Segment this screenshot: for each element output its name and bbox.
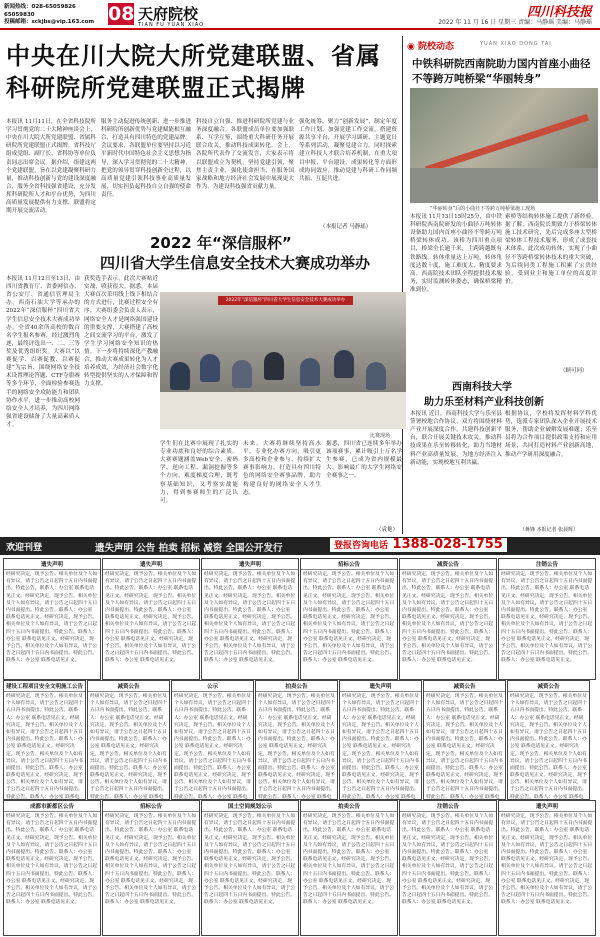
lead-headline-line2: 科研院所党建联盟正式揭牌	[6, 74, 306, 103]
hotline-text: 新闻热线：028-65059826 65059830	[4, 4, 76, 18]
classified-ad-body: 经研究决定，现予公告。相关单位及个人如有异议，请于公告之日起四十五日内书面提出。特此公告。联系人：办公室 联系电话见正文。经研究决定，现予公告。相关单位及个人如有异议，请于公告之日起四十五日内书面提出。特此公告。联系人：办公室 联系电话见正文。经研究决定，现予公告。相关单位及个人如有异议，请于公告之日起四十五日内书面提出。特此公告。联系人：办公室 联系电话见正文。经研究决定，现予公告。相关单位及个人如有异议，请于公告之日起四十五日内书面提出。特此公告。联系人：办公室 联系电话见正文。	[501, 814, 593, 906]
classified-ad-body: 经研究决定，现予公告。相关单位及个人如有异议，请于公告之日起四十五日内书面提出。特此公告。联系人：办公室 联系电话见正文。经研究决定，现予公告。相关单位及个人如有异议，请于公告之日起四十五日内书面提出。特此公告。联系人：办公室 联系电话见正文。经研究决定，现予公告。相关单位及个人如有异议，请于公告之日起四十五日内书面提出。特此公告。联系人：办公室 联系电话见正文。经研究决定，现予公告。相关单位及个人如有异议，请于公告之日起四十五日内书面提出。特此公告。联系人：办公室 联系电话见正文。	[105, 572, 197, 664]
classified-ad-title: 拍卖公告	[256, 681, 337, 692]
contest-body-col3: 学生们在比赛中展现了扎实的专业功底和良好的综合素质。大赛赛题涵盖Web安全、密码学、逆向工程、漏洞挖掘等多个方向，难度梯度合理，既考察基础知识，又考察实战能力，得到参赛师生的广泛认可。	[160, 441, 238, 504]
classified-ad-body: 经研究决定，现予公告。相关单位及个人如有异议，请于公告之日起四十五日内书面提出。特此公告。联系人：办公室 联系电话见正文。经研究决定，现予公告。相关单位及个人如有异议，请于公告之日起四十五日内书面提出。特此公告。联系人：办公室 联系电话见正文。经研究决定，现予公告。相关单位及个人如有异议，请于公告之日起四十五日内书面提出。特此公告。联系人：办公室 联系电话见正文。经研究决定，现予公告。相关单位及个人如有异议，请于公告之日起四十五日内书面提出。特此公告。联系人：办公室 联系电话见正文。	[501, 572, 593, 664]
bridge-photo-caption: “华丽转身”后的小曲径不等跨万吨桥梁施工现场	[430, 206, 536, 212]
classified-ad-body: 经研究决定，现予公告。相关单位及个人如有异议，请于公告之日起四十五日内书面提出。特此公告。联系人：办公室 联系电话见正文。经研究决定，现予公告。相关单位及个人如有异议，请于公告之日起四十五日内书面提出。特此公告。联系人：办公室 联系电话见正文。经研究决定，现予公告。相关单位及个人如有异议，请于公告之日起四十五日内书面提出。特此公告。联系人：办公室 联系电话见正文。经研究决定，现予公告。相关单位及个人如有异议，请于公告之日起四十五日内书面提出。特此公告。联系人：办公室 联系电话见正文。	[204, 572, 296, 664]
classified-ad	[498, 558, 596, 680]
classified-ad	[255, 680, 338, 800]
lead-body-col4: 强化统筹、聚力“创新发展”，制定年度工作计划，加强党建工作交流，搭建资源共享平台，开展学习调研、主题党日等系列活动，凝聚党建合力。同时探索建立科技人才联合培养机制，在重大项目申报、平台建设、成果转化等方面形成协同效应，推动党建与科研工作同频共振、互促共进。	[299, 119, 397, 182]
lead-headline	[6, 40, 391, 104]
person-figure	[366, 362, 386, 390]
classified-ad-body: 经研究决定，现予公告。相关单位及个人如有异议，请于公告之日起四十五日内书面提出。特此公告。联系人：办公室 联系电话见正文。经研究决定，现予公告。相关单位及个人如有异议，请于公告之日起四十五日内书面提出。特此公告。联系人：办公室 联系电话见正文。经研究决定，现予公告。相关单位及个人如有异议，请于公告之日起四十五日内书面提出。特此公告。联系人：办公室 联系电话见正文。经研究决定，现予公告。相关单位及个人如有异议，请于公告之日起四十五日内书面提出。特此公告。联系人：办公室 联系电话见正文。	[402, 814, 494, 906]
west-body-col1: 本报讯 近日，西南科技大学与乐至县签署校地合作协议，双方将围绕材料产业开展深度合作，共建科技创新平台，联合开展关键技术攻关，推动科技成果在乐至转移转化，助力当地材料产业高质量发展，为地方经济注入新动能，实现校地互利共赢。	[410, 411, 502, 466]
newspaper-logo: 四川科技报	[526, 5, 592, 20]
classified-ad	[3, 680, 86, 800]
section-pinyin: TIAN FU YUAN XIAO	[138, 22, 205, 28]
contest-body-col1: 本报讯 11月12日至13日，由四川省教育厅、省委网信办、省公安厅、省通信管理局主办，西南石油大学等承办的2022年“深信服杯”四川省大学生信息安全技术大赛成功举办。全省40余所高校的数百名学生报名参赛，经过激烈角逐，最终评选出一、二、三等奖及优秀组织奖。大赛以“以赛促学、以赛促教、以赛促建”为宗旨，围绕网络安全技术设置理论答题、CTF夺旗赛等多个环节，全面检验参赛选手的网络安全攻防能力和团队协作水平，进一步推动高校网络安全人才培养，为四川网络强省建设储备了大量高素质人才。	[6, 276, 80, 428]
pin-icon: ◉	[407, 42, 415, 52]
column-tag-pinyin: YUAN XIAO DONG TAI	[480, 41, 552, 47]
person-figure	[200, 354, 220, 382]
lead-byline: （本报记者 马静瑶）	[320, 224, 372, 230]
classified-ad	[507, 680, 590, 800]
classified-ad-title: 减资公告	[400, 559, 496, 570]
ads-label: 欢迎刊登	[6, 543, 43, 553]
contest-headline-line1: 2022 年“深信服杯”	[150, 234, 292, 252]
classified-ad-title: 建设工程项目安全文明施工公告	[4, 681, 85, 692]
classified-ad	[399, 800, 497, 936]
desk-row	[160, 392, 406, 429]
classified-ad	[87, 680, 170, 800]
contest-body-col4: 未来，大赛将继续坚持高水平、专业化办赛方向，吸引更多高校和企业参与，持续扩大赛事影响力，打造具有四川特色的网络安全赛事品牌，助力构建良好的网络安全人才生态。	[243, 441, 321, 496]
classified-ad-title: 成都市新都区公告	[4, 801, 100, 812]
right-story-col1: 本报讯 11月13日15时25分，由中铁科研院西南院研发的小曲径万吨转体设备助力国内首座小曲径不等跨万吨桥梁转体成功。该桥为四川重点项目，桥梁全长逾千米，主跨跨越既有铁路线。转体重量达上万吨，转体角度达数十度，施工难度大、精度要求高。西南院技术团队全程提供技术服务，实时监测转体姿态，确保桥梁精准到位。	[410, 214, 502, 293]
classified-ad	[339, 680, 422, 800]
classified-ad-title: 公示	[172, 681, 253, 692]
classified-ad-body: 经研究决定，现予公告。相关单位及个人如有异议，请于公告之日起四十五日内书面提出。特此公告。联系人：办公室 联系电话见正文。经研究决定，现予公告。相关单位及个人如有异议，请于公告之日起四十五日内书面提出。特此公告。联系人：办公室 联系电话见正文。经研究决定，现予公告。相关单位及个人如有异议，请于公告之日起四十五日内书面提出。特此公告。联系人：办公室 联系电话见正文。经研究决定，现予公告。相关单位及个人如有异议，请于公告之日起四十五日内书面提出。特此公告。联系人：办公室 联系电话见正文。	[303, 572, 395, 664]
classified-ad-body: 经研究决定，现予公告。相关单位及个人如有异议，请于公告之日起四十五日内书面提出。特此公告。联系人：办公室 联系电话见正文。经研究决定，现予公告。相关单位及个人如有异议，请于公告之日起四十五日内书面提出。特此公告。联系人：办公室 联系电话见正文。经研究决定，现予公告。相关单位及个人如有异议，请于公告之日起四十五日内书面提出。特此公告。联系人：办公室 联系电话见正文。经研究决定，现予公告。相关单位及个人如有异议，请于公告之日起四十五日内书面提出。特此公告。联系人：办公室 联系电	[90, 694, 167, 800]
classified-ad-title: 减资公告	[424, 681, 505, 692]
page-number: 08	[108, 3, 135, 25]
classified-ad-title: 减资公告	[88, 681, 169, 692]
classified-ad-body: 经研究决定，现予公告。相关单位及个人如有异议，请于公告之日起四十五日内书面提出。特此公告。联系人：办公室 联系电话见正文。经研究决定，现予公告。相关单位及个人如有异议，请于公告之日起四十五日内书面提出。特此公告。联系人：办公室 联系电话见正文。经研究决定，现予公告。相关单位及个人如有异议，请于公告之日起四十五日内书面提出。特此公告。联系人：办公室 联系电话见正文。经研究决定，现予公告。相关单位及个人如有异议，请于公告之日起四十五日内书面提出。特此公告。联系人：办公室 联系电话见正文。	[402, 572, 494, 664]
classified-ad	[423, 680, 506, 800]
classified-ad-body: 经研究决定，现予公告。相关单位及个人如有异议，请于公告之日起四十五日内书面提出。特此公告。联系人：办公室 联系电话见正文。经研究决定，现予公告。相关单位及个人如有异议，请于公告之日起四十五日内书面提出。特此公告。联系人：办公室 联系电话见正文。经研究决定，现予公告。相关单位及个人如有异议，请于公告之日起四十五日内书面提出。特此公告。联系人：办公室 联系电话见正文。经研究决定，现予公告。相关单位及个人如有异议，请于公告之日起四十五日内书面提出。特此公告。联系人：办公室 联系电	[174, 694, 251, 800]
classified-ad	[300, 558, 398, 680]
classified-ad-body: 经研究决定，现予公告。相关单位及个人如有异议，请于公告之日起四十五日内书面提出。特此公告。联系人：办公室 联系电话见正文。经研究决定，现予公告。相关单位及个人如有异议，请于公告之日起四十五日内书面提出。特此公告。联系人：办公室 联系电话见正文。经研究决定，现予公告。相关单位及个人如有异议，请于公告之日起四十五日内书面提出。特此公告。联系人：办公室 联系电话见正文。经研究决定，现予公告。相关单位及个人如有异议，请于公告之日起四十五日内书面提出。特此公告。联系人：办公室 联系电话见正文。	[303, 814, 395, 906]
bridge-photo	[410, 88, 598, 203]
contest-banner: 2022年“深信服杯”四川省大学生信息安全技术大赛成功举办	[218, 296, 353, 305]
classified-ad-title: 招标公告	[301, 559, 397, 570]
classified-ad-body: 经研究决定，现予公告。相关单位及个人如有异议，请于公告之日起四十五日内书面提出。特此公告。联系人：办公室 联系电话见正文。经研究决定，现予公告。相关单位及个人如有异议，请于公告之日起四十五日内书面提出。特此公告。联系人：办公室 联系电话见正文。经研究决定，现予公告。相关单位及个人如有异议，请于公告之日起四十五日内书面提出。特此公告。联系人：办公室 联系电话见正文。经研究决定，现予公告。相关单位及个人如有异议，请于公告之日起四十五日内书面提出。特此公告。联系人：办公室 联系电	[426, 694, 503, 800]
contest-headline-line2: 四川省大学生信息安全技术大赛成功举办	[100, 254, 371, 272]
lead-body-col2: 服务主动促进传统创新、进一步推进科研院所创新优势与党建赋能相互融合，打造具有四川特色的党建品牌。会议要求，各联盟单位要坚持以习近平新时代中国特色社会主义思想为指导，深入学习贯彻党的二十大精神，把党的领导贯穿科技创新全过程，以高质量党建引领科技事业高质量发展，切实担负起科技自立自强的使命责任。	[101, 119, 191, 198]
classified-ad-title: 遗失声明	[103, 559, 199, 570]
issue-meta: 2022 年 11 月 16 日 星期三 责编：马静瑶 美编：马静瑶	[438, 19, 592, 26]
ads-categories: 遗失声明 公告 拍卖 招标 减资 全国公开发行	[95, 543, 283, 554]
classified-ad-body: 经研究决定，现予公告。相关单位及个人如有异议，请于公告之日起四十五日内书面提出。特此公告。联系人：办公室 联系电话见正文。经研究决定，现予公告。相关单位及个人如有异议，请于公告之日起四十五日内书面提出。特此公告。联系人：办公室 联系电话见正文。经研究决定，现予公告。相关单位及个人如有异议，请于公告之日起四十五日内书面提出。特此公告。联系人：办公室 联系电话见正文。经研究决定，现予公告。相关单位及个人如有异议，请于公告之日起四十五日内书面提出。特此公告。联系人：办公室 联系电话见正文。	[105, 814, 197, 906]
classified-ad-title: 国土空间规划公示	[202, 801, 298, 812]
west-body-col2: 根据协议，学校将发挥材料学科优势，选派专家团队深入企业开展技术服务，帮助企业破解发展难题；乐至县将为合作项目提供政策支持和应用场景，共同打造材料产业创新高地，推动产学研用深度融合。	[505, 411, 597, 458]
lead-body-col3: 科技自立自强、推进科研院所党建与业务深度融合。各联盟成员单位要加强联系、互学互鉴，围绕重大科研任务开展联合攻关，推动科技成果转化。会上，各院所代表作了交流发言，大家表示将以联盟成立为契机，坚持党建引领，聚焦主责主业，强化使命担当，在服务国家战略和地方经济社会发展中展现更大作为，为建设科技强省贡献力量。	[196, 119, 294, 190]
ads-header-bar	[0, 537, 600, 555]
classified-ad-body: 经研究决定，现予公告。相关单位及个人如有异议，请于公告之日起四十五日内书面提出。特此公告。联系人：办公室 联系电话见正文。经研究决定，现予公告。相关单位及个人如有异议，请于公告之日起四十五日内书面提出。特此公告。联系人：办公室 联系电话见正文。经研究决定，现予公告。相关单位及个人如有异议，请于公告之日起四十五日内书面提出。特此公告。联系人：办公室 联系电话见正文。经研究决定，现予公告。相关单位及个人如有异议，请于公告之日起四十五日内书面提出。特此公告。联系人：办公室 联系电	[342, 694, 419, 800]
contest-photo	[160, 292, 406, 429]
west-headline-line1: 西南科技大学	[452, 382, 512, 393]
west-headline-line2: 助力乐至材料产业科技创新	[424, 397, 544, 408]
lead-body-col1: 本报讯 11月11日，在全省科技院所学习贯彻党的二十大精神座谈会上，中央在川大院大所党建联盟、省属科研院所党建联盟正式揭牌。省科技厅组成党组、副厅长、省科协等单位负责同志出席会议。据介绍，组建这两个党建联盟，旨在以党建凝聚科研力量，推动科技创新与党的建设深度融合，服务全省科技强省建设，充分发挥科研院所人才和平台优势，为四川高质量发展提供有力支撑，联盟将定期开展交流活动。	[6, 119, 96, 215]
classified-ad	[498, 800, 596, 936]
column-divider	[402, 36, 403, 534]
classified-ad-title: 减资公告	[508, 681, 589, 692]
lead-headline-line1: 中央在川大院大所党建联盟、省属	[6, 42, 381, 70]
contest-byline: （袁艳）	[376, 527, 399, 533]
right-story-title: 中铁科研院西南院助力国内首座小曲径不等跨万吨桥梁“华丽转身”	[412, 58, 591, 86]
person-figure	[300, 358, 320, 386]
bridge-beam	[425, 114, 589, 173]
classified-ad	[102, 800, 200, 936]
classified-ad-title: 拍卖公告	[301, 801, 397, 812]
person-figure	[232, 360, 252, 388]
classified-ad-title: 遗失声明	[202, 559, 298, 570]
classified-ad	[201, 800, 299, 936]
classified-ad-body: 经研究决定，现予公告。相关单位及个人如有异议，请于公告之日起四十五日内书面提出。特此公告。联系人：办公室 联系电话见正文。经研究决定，现予公告。相关单位及个人如有异议，请于公告之日起四十五日内书面提出。特此公告。联系人：办公室 联系电话见正文。经研究决定，现予公告。相关单位及个人如有异议，请于公告之日起四十五日内书面提出。特此公告。联系人：办公室 联系电话见正文。经研究决定，现予公告。相关单位及个人如有异议，请于公告之日起四十五日内书面提出。特此公告。联系人：办公室 联系电话见正文。	[6, 572, 98, 664]
classified-ad-body: 经研究决定，现予公告。相关单位及个人如有异议，请于公告之日起四十五日内书面提出。特此公告。联系人：办公室 联系电话见正文。经研究决定，现予公告。相关单位及个人如有异议，请于公告之日起四十五日内书面提出。特此公告。联系人：办公室 联系电话见正文。经研究决定，现予公告。相关单位及个人如有异议，请于公告之日起四十五日内书面提出。特此公告。联系人：办公室 联系电话见正文。经研究决定，现予公告。相关单位及个人如有异议，请于公告之日起四十五日内书面提出。特此公告。联系人：办公室 联系电	[510, 694, 587, 800]
classified-ad-title: 遗失声明	[499, 801, 595, 812]
header-contact	[4, 4, 108, 27]
ads-phone: 登报咨询电话 1388-028-1755	[330, 538, 507, 552]
classified-ad	[201, 558, 299, 680]
contest-body-col5: 据悉，四川省已连续多年举办该项赛事，累计吸引上万名学生参赛，已成为省内规模最大、影响最广的大学生网络安全赛事之一。	[326, 441, 402, 480]
person-figure	[334, 350, 354, 378]
section-title: 天府院校	[138, 5, 199, 23]
right-story-col2: 索桥等结构转体施工提供了新经验。据了解，西南院长期致力于桥梁转体施工技术研究，先后完成多座大型桥梁转体工程技术服务，形成了成套技术体系。此次成功转体，实现了小曲径不等跨桥梁转体技术的重大突破，为后续同类工程施工积累了宝贵经验，受到业主和施工单位的高度评价。	[505, 214, 597, 285]
contest-photo-credit: 比赛现场	[370, 433, 391, 439]
classified-ad-title: 遗失声明	[340, 681, 421, 692]
west-byline: （蒋锋 本报记者 张晨辉）	[520, 527, 579, 533]
classified-ad-body: 经研究决定，现予公告。相关单位及个人如有异议，请于公告之日起四十五日内书面提出。特此公告。联系人：办公室 联系电话见正文。经研究决定，现予公告。相关单位及个人如有异议，请于公告之日起四十五日内书面提出。特此公告。联系人：办公室 联系电话见正文。经研究决定，现予公告。相关单位及个人如有异议，请于公告之日起四十五日内书面提出。特此公告。联系人：办公室 联系电话见正文。经研究决定，现予公告。相关单位及个人如有异议，请于公告之日起四十五日内书面提出。特此公告。联系人：办公室 联系电	[258, 694, 335, 800]
ground-area	[410, 168, 598, 203]
classified-ad-body: 经研究决定，现予公告。相关单位及个人如有异议，请于公告之日起四十五日内书面提出。特此公告。联系人：办公室 联系电话见正文。经研究决定，现予公告。相关单位及个人如有异议，请于公告之日起四十五日内书面提出。特此公告。联系人：办公室 联系电话见正文。经研究决定，现予公告。相关单位及个人如有异议，请于公告之日起四十五日内书面提出。特此公告。联系人：办公室 联系电话见正文。经研究决定，现予公告。相关单位及个人如有异议，请于公告之日起四十五日内书面提出。特此公告。联系人：办公室 联系电	[6, 694, 83, 800]
classified-ad-body: 经研究决定，现予公告。相关单位及个人如有异议，请于公告之日起四十五日内书面提出。特此公告。联系人：办公室 联系电话见正文。经研究决定，现予公告。相关单位及个人如有异议，请于公告之日起四十五日内书面提出。特此公告。联系人：办公室 联系电话见正文。经研究决定，现予公告。相关单位及个人如有异议，请于公告之日起四十五日内书面提出。特此公告。联系人：办公室 联系电话见正文。经研究决定，现予公告。相关单位及个人如有异议，请于公告之日起四十五日内书面提出。特此公告。联系人：办公室 联系电话见正文。	[204, 814, 296, 906]
classified-ad	[399, 558, 497, 680]
classified-ad-title: 注销公告	[499, 559, 595, 570]
classified-ad	[3, 558, 101, 680]
header-rule	[0, 28, 600, 30]
classified-ad-body: 经研究决定，现予公告。相关单位及个人如有异议，请于公告之日起四十五日内书面提出。特此公告。联系人：办公室 联系电话见正文。经研究决定，现予公告。相关单位及个人如有异议，请于公告之日起四十五日内书面提出。特此公告。联系人：办公室 联系电话见正文。经研究决定，现予公告。相关单位及个人如有异议，请于公告之日起四十五日内书面提出。特此公告。联系人：办公室 联系电话见正文。经研究决定，现予公告。相关单位及个人如有异议，请于公告之日起四十五日内书面提出。特此公告。联系人：办公室 联系电话见正文。	[6, 814, 98, 906]
contest-body-col2: 获奖选手表示，此次大赛贴近实战，收获很大。据悉，本届大赛首次采用线上线下相结合的方式进行，比赛过程安全有序。大赛组委会负责人表示，网络安全人才是网络强国建设的重要支撑，大赛搭建了高校之间交流学习的平台，激发了学生学习网络安全知识的热情。下一步将持续深化产教融合，推动大赛成果转化为人才培养成效，为经济社会数字化转型提供坚实的人才保障和智力支撑。	[84, 276, 158, 388]
classified-ad	[3, 800, 101, 936]
classified-ad	[171, 680, 254, 800]
right-story-byline: （顾可同）	[560, 368, 588, 374]
email-text: 投稿邮箱：sckjbs@vip.163.com	[4, 19, 95, 26]
classified-ad	[300, 800, 398, 936]
column-tag: ◉ 院校动态	[407, 42, 455, 52]
classified-ad-title: 招标公告	[103, 801, 199, 812]
classified-ad	[102, 558, 200, 680]
person-figure	[170, 362, 190, 390]
classified-ad-title: 注销公告	[400, 801, 496, 812]
classified-ad-title: 遗失声明	[4, 559, 100, 570]
person-figure	[264, 352, 284, 380]
